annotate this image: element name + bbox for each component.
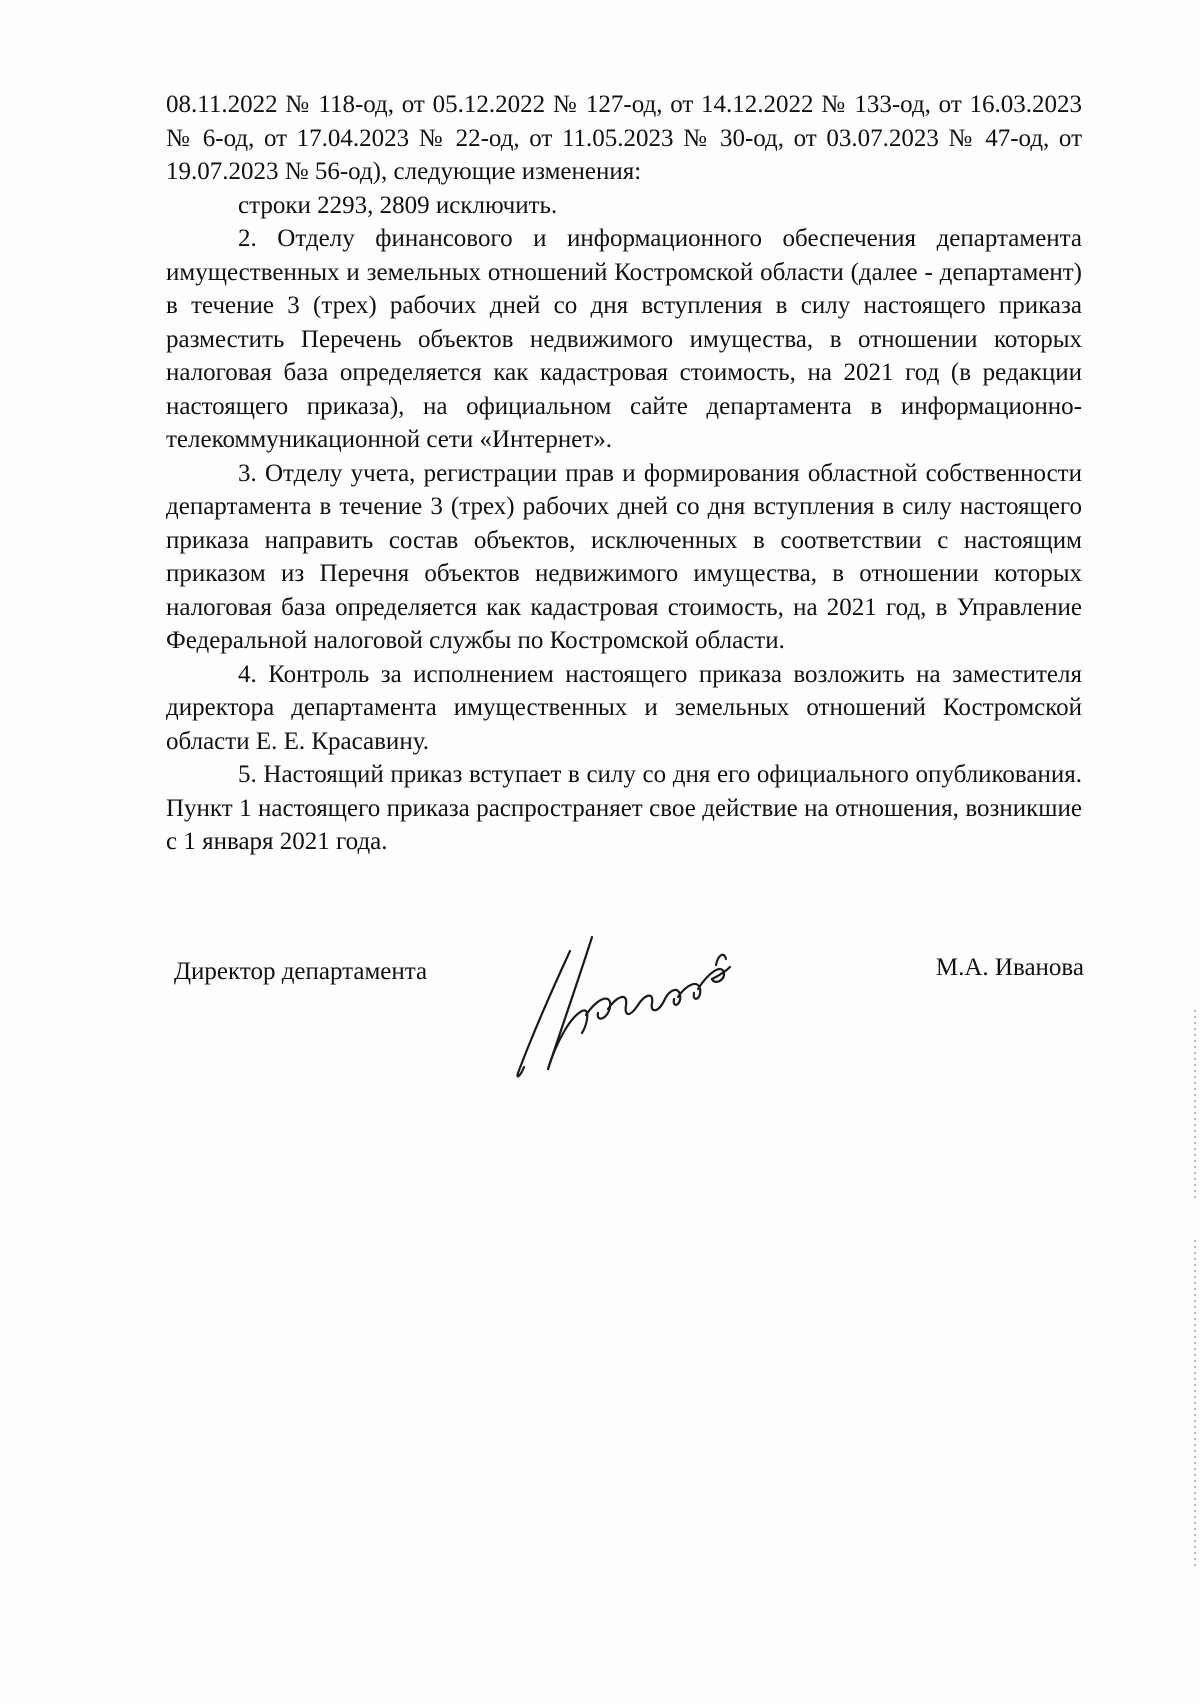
document-body: [166, 88, 1082, 859]
handwritten-signature: [512, 925, 772, 1085]
paragraph-amendment-references: 08.11.2022 № 118-од, от 05.12.2022 № 127-од, от 14.12.2022 № 133-од, от 16.03.2023 № 6-од, от 17.04.2023 № 22-од, от 11.05.2023 № 30-од, от 03.07.2023 № 47-од, от 19.07.2023 № 56-од), следующие изменения:: [166, 91, 1082, 185]
scan-edge-mark-bottom: [1194, 1240, 1196, 1570]
paragraph-item-4: 4. Контроль за исполнением настоящего приказа возложить на заместителя директора департамента имущественных и земельных отношений Костромской области Е. Е. Красавину.: [166, 660, 1082, 755]
signatory-position: Директор департамента: [174, 958, 428, 985]
paragraph-item-5: 5. Настоящий приказ вступает в силу со дня его официального опубликования. Пункт 1 настоящего приказа распространяет свое действие на отношения, возникшие с 1 января 2021 года.: [166, 761, 1082, 855]
paragraph-item-2: 2. Отделу финансового и информационного обеспечения департамента имущественных и земельных отношений Костромской области (далее - департамент) в течение 3 (трех) рабочих дней со дня вступления в силу настоящего приказа разместить Перечень объектов недвижимого имущества, в отношении которых налоговая база определяется как кадастровая стоимость, на 2021 год (в редакции настоящего приказа), на официальном сайте департамента в информационно-телекоммуникационной сети «Интернет».: [166, 225, 1082, 453]
paragraph-item-3: 3. Отделу учета, регистрации прав и формирования областной собственности департамента в течение 3 (трех) рабочих дней со дня вступления в силу настоящего приказа направить состав объектов, исключенных в соответствии с настоящим приказом из Перечня объектов недвижимого имущества, в отношении которых налоговая база определяется как кадастровая стоимость, на 2021 год, в Управление Федеральной налоговой службы по Костромской области.: [166, 459, 1082, 654]
paragraph-rows-excluded: строки 2293, 2809 исключить.: [238, 191, 558, 219]
signatory-name: М.А. Иванова: [935, 954, 1084, 981]
scan-edge-mark-top: [1194, 1010, 1196, 1200]
